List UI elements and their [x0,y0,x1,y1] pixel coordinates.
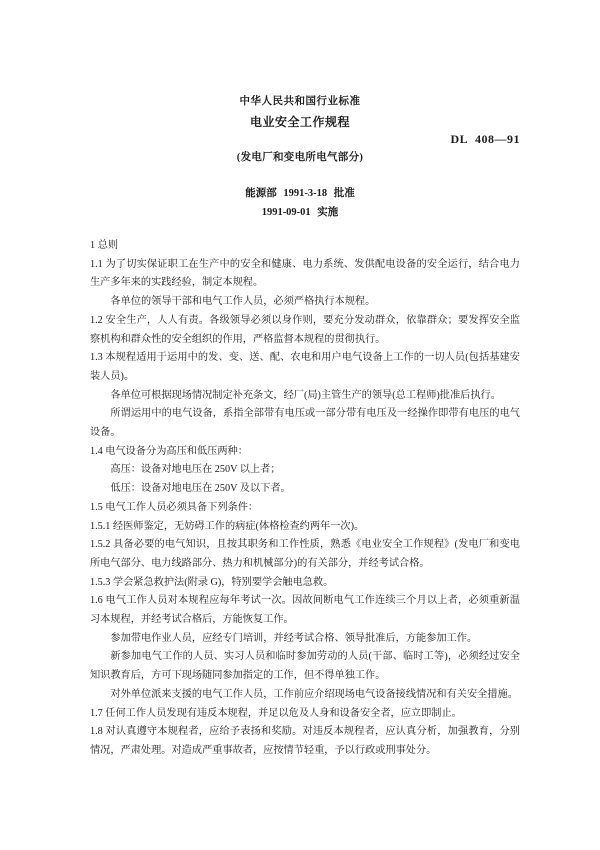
document-title: 电业安全工作规程 [249,115,350,129]
document-body [90,237,520,761]
paragraph: 对外单位派来支援的电气工作人员，工作前应介绍现场电气设备接线情况和有关安全措施。 [110,688,518,700]
paragraph: 1.1 为了切实保证职工在生产中的安全和健康、电力系统、发供配电设备的安全运行，结合电力生产多年来的实践经验，制定本规程。 [90,258,520,289]
paragraph: 1.8 对认真遵守本规程者，应给予表扬和奖励。对违反本规程者，应认真分析，加强教育，分别情况，严肃处理。对造成严重事故者，应按情节轻重，予以行政或刑事处分。 [90,726,520,756]
paragraph: 1.7 任何工作人员发现有违反本规程，并足以危及人身和设备安全者，应立即制止。 [90,707,462,719]
paragraph: 各单位可根据现场情况制定补充条文，经厂(局)主管生产的领导(总工程师)批准后执行。 [110,389,501,401]
paragraph: 1.5.1 经医师鉴定，无妨碍工作的病症(体格检查约两年一次)。 [90,520,365,532]
approval-line: 能源部 1991-3-18 批准 [245,188,355,199]
paragraph: 所谓运用中的电气设备，系指全部带有电压或一部分带有电压及一经操作即带有电压的电气设备。 [90,408,520,439]
paragraph: 1.4 电气设备分为高压和低压两种： [90,445,248,457]
paragraph: 各单位的领导干部和电气工作人员，必须严格执行本规程。 [110,296,376,308]
paragraph: 1 总则 [90,240,119,251]
paragraph: 1.5 电气工作人员必须具备下列条件： [90,501,259,513]
paragraph: 1.5.3 学会紧急救护法(附录 G)，特别要学会触电急救。 [90,576,334,588]
paragraph: 1.6 电气工作人员对本规程应每年考试一次。因故间断电气工作连续三个月以上者，必须重新温习本规程，并经考试合格后，方能恢复工作。 [90,595,520,626]
paragraph: 参加带电作业人员，应经专门培训，并经考试合格、领导批准后，方能参加工作。 [110,632,478,644]
paragraph: 低压：设备对地电压在 250V 及以下者。 [110,483,291,495]
document-subtitle: (发电厂和变电所电气部分) [236,152,364,163]
standard-number: DL 408—91 [450,132,520,146]
paragraph: 新参加电气工作的人员、实习人员和临时参加劳动的人员(干部、临时工等)，必须经过安全知识教育后，方可下现场随同参加指定的工作，但不得单独工作。 [90,651,520,682]
implementation-line: 1991-09-01 实施 [261,207,339,218]
paragraph: 高压：设备对地电压在 250V 以上者； [110,464,281,476]
paragraph: 1.5.2 具备必要的电气知识，且按其职务和工作性质，熟悉《电业安全工作规程》(发电厂和变电所电气部分、电力线路部分、热力和机械部分)的有关部分，并经考试合格。 [90,539,520,569]
paragraph: 1.2 安全生产，人人有责。各级领导必须以身作则，要充分发动群众，依靠群众；要发挥安全监察机构和群众性的安全组织的作用，严格监督本规程的贯彻执行。 [90,314,520,345]
standard-class-heading: 中华人民共和国行业标准 [239,96,361,107]
paragraph: 1.3 本规程适用于运用中的发、变、送、配、农电和用户电气设备上工作的一切人员(包括基建安装人员)。 [90,352,520,382]
